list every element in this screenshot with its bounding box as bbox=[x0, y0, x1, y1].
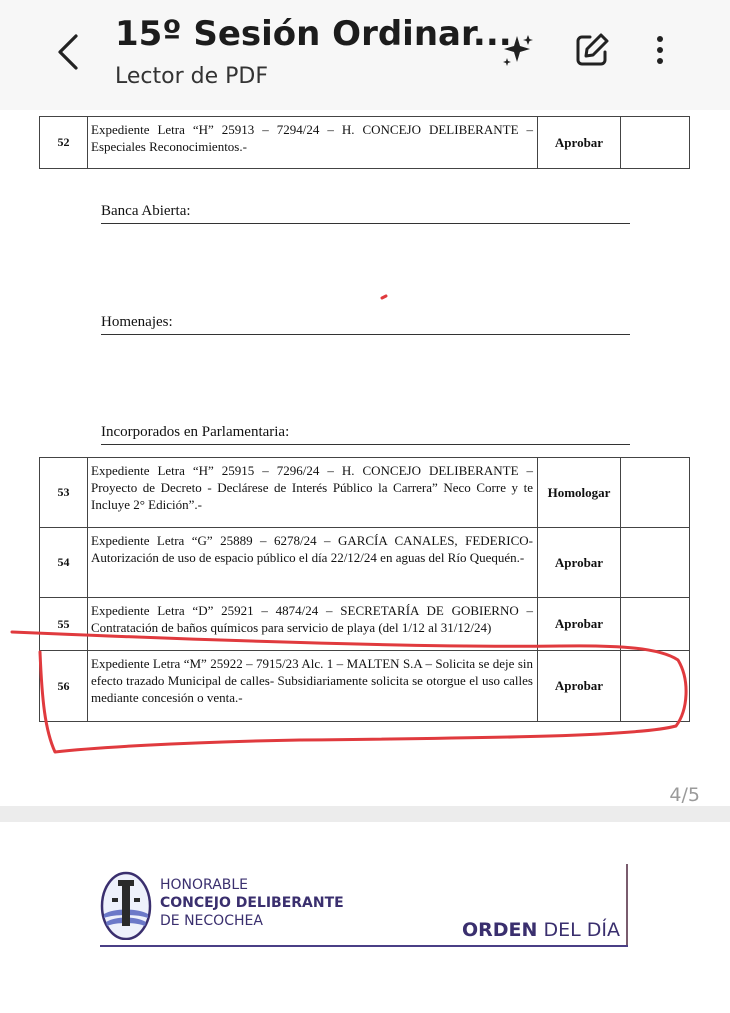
item-action: Aprobar bbox=[538, 598, 621, 650]
orden-del-dia-heading bbox=[462, 919, 620, 941]
item-description: Expediente Letra “M” 25922 – 7915/23 Alc. 1 – MALTEN S.A – Solicita se deje sin efecto trazado Municipal de calles- Subsidiariamente solicita se otorgue el uso calles mediante concesión o venta.- bbox=[88, 651, 538, 721]
item-action: Aprobar bbox=[538, 651, 621, 721]
item-number: 55 bbox=[40, 598, 88, 650]
more-vert-icon[interactable] bbox=[640, 30, 680, 70]
item-description: Expediente Letra “H” 25915 – 7296/24 – H. CONCEJO DELIBERANTE – Proyecto de Decreto - Declárese de Interés Público la Carrera” Neco Corre y te Incluye 2° Edición”.- bbox=[88, 458, 538, 527]
app-bar bbox=[0, 0, 730, 110]
header-rule bbox=[100, 945, 628, 947]
section-incorporados: Incorporados en Parlamentaria: bbox=[101, 424, 630, 445]
pdf-page bbox=[0, 110, 730, 805]
page-indicator: 4/5 bbox=[669, 784, 700, 806]
council-logo bbox=[100, 870, 152, 940]
section-homenajes: Homenajes: bbox=[101, 314, 630, 335]
empty-cell bbox=[620, 598, 689, 650]
org-name-line2: CONCEJO DELIBERANTE bbox=[160, 895, 344, 911]
item-action: Aprobar bbox=[538, 117, 621, 168]
table-row bbox=[39, 116, 690, 169]
edit-icon[interactable] bbox=[572, 30, 612, 70]
app-subtitle: Lector de PDF bbox=[115, 64, 268, 89]
item-description: Expediente Letra “G” 25889 – 6278/24 – GARCÍA CANALES, FEDERICO- Autorización de uso de espacio público el día 22/12/24 en aguas del Río Quequén.- bbox=[88, 528, 538, 597]
section-banca-abierta: Banca Abierta: bbox=[101, 203, 630, 224]
item-action: Homologar bbox=[538, 458, 621, 527]
orden-rest: DEL DÍA bbox=[537, 919, 620, 941]
empty-cell bbox=[620, 651, 689, 721]
back-arrow-icon[interactable] bbox=[52, 30, 88, 74]
item-description: Expediente Letra “D” 25921 – 4874/24 – SECRETARÍA DE GOBIERNO – Contratación de baños químicos para servicio de playa (del 1/12 al 31/12/24) bbox=[88, 598, 538, 650]
table-row bbox=[39, 597, 690, 651]
orden-bold: ORDEN bbox=[462, 919, 538, 941]
table-row bbox=[39, 527, 690, 598]
sparkle-icon[interactable] bbox=[497, 30, 537, 70]
org-name-line3: DE NECOCHEA bbox=[160, 913, 263, 929]
header-divider bbox=[626, 864, 628, 946]
page-separator bbox=[0, 806, 730, 822]
item-number: 52 bbox=[40, 117, 88, 168]
item-number: 56 bbox=[40, 651, 88, 721]
table-row bbox=[39, 457, 690, 528]
org-name-line1: HONORABLE bbox=[160, 877, 249, 893]
pdf-page-next bbox=[0, 822, 730, 1013]
item-action: Aprobar bbox=[538, 528, 621, 597]
item-number: 53 bbox=[40, 458, 88, 527]
document-title: 15º Sesión Ordinar... bbox=[115, 14, 512, 54]
item-description: Expediente Letra “H” 25913 – 7294/24 – H. CONCEJO DELIBERANTE – Especiales Reconocimientos.- bbox=[88, 117, 538, 168]
item-number: 54 bbox=[40, 528, 88, 597]
empty-cell bbox=[620, 528, 689, 597]
empty-cell bbox=[620, 117, 689, 168]
table-row bbox=[39, 650, 690, 722]
empty-cell bbox=[620, 458, 689, 527]
